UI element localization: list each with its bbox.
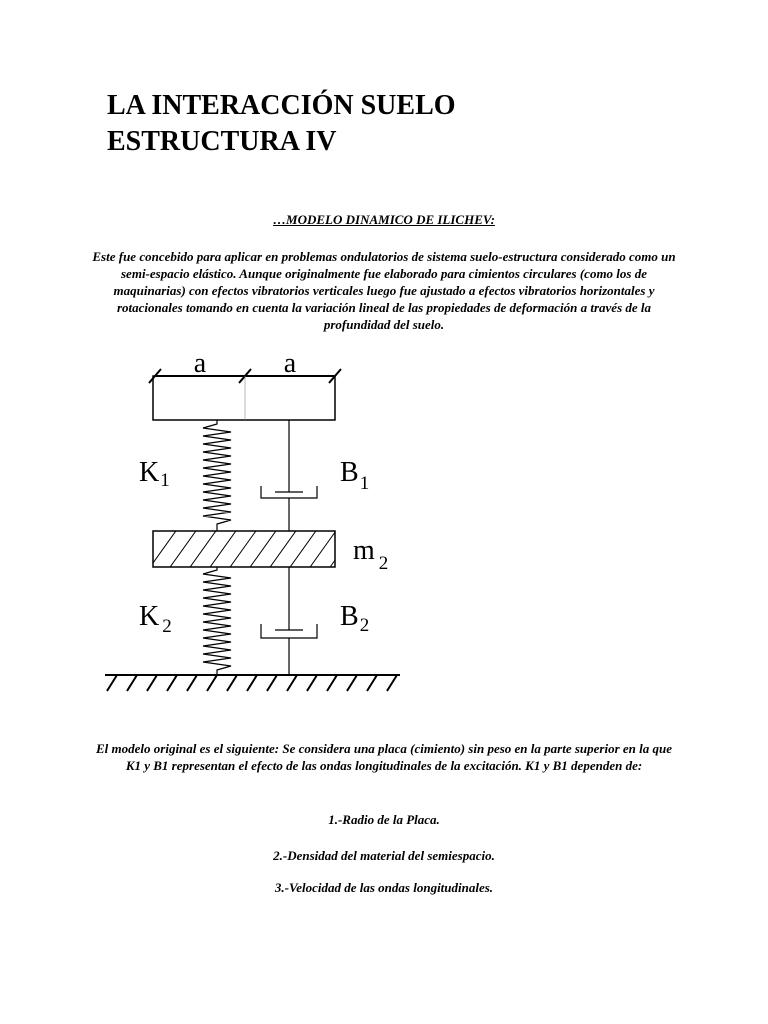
label-k1: K1 — [139, 457, 170, 491]
top-plate — [153, 376, 335, 420]
list-item: 3.-Velocidad de las ondas longitudinales. — [274, 880, 494, 895]
ground-line — [105, 675, 400, 691]
ilichev-model-diagram — [95, 348, 415, 703]
label-b2: $B_2$ — [340, 601, 370, 636]
original-model-paragraph: El modelo original es el siguiente: Se considera una placa (cimiento) sin peso en la parte superior en la que K1 y B1 representan el efecto de las ondas longitudinales de la excitación. K1 y B1 dependen de: — [96, 741, 672, 773]
title-line-2: ESTRUCTURA IV — [107, 126, 337, 157]
damper-b2 — [261, 567, 317, 674]
mass-m2 — [143, 521, 363, 577]
label-m2: m $_2$ — [353, 535, 389, 574]
label-k2: K $_2$ — [139, 601, 172, 637]
page-title — [107, 88, 667, 160]
dimension-label-right: a — [283, 348, 297, 379]
list-item: 1.-Radio de la Placa. — [328, 812, 440, 827]
title-line-1: LA INTERACCIÓN SUELO — [107, 90, 456, 121]
intro-paragraph: Este fue concebido para aplicar en problemas ondulatorios de sistema suelo-estructura considerado como un semi-espacio elástico. Aunque originalmente fue elaborado para cimientos circulares (como los de maquinarias) con efectos vibratorios verticales luego fue ajustado a efectos vibratorios horizontales y rotacionales tomando en cuenta la variación lineal de las propiedades de deformación a través de la profundidad del suelo. — [92, 249, 676, 332]
section-subtitle: …MODELO DINAMICO DE ILICHEV: — [273, 212, 495, 227]
damper-b1 — [261, 420, 317, 531]
spring-k1 — [203, 420, 231, 531]
spring-k2 — [203, 567, 231, 674]
label-b1: $B_1$ — [340, 457, 370, 494]
dimension-label-left: a — [193, 348, 207, 379]
list-item: 2.-Densidad del material del semiespacio. — [273, 848, 495, 863]
